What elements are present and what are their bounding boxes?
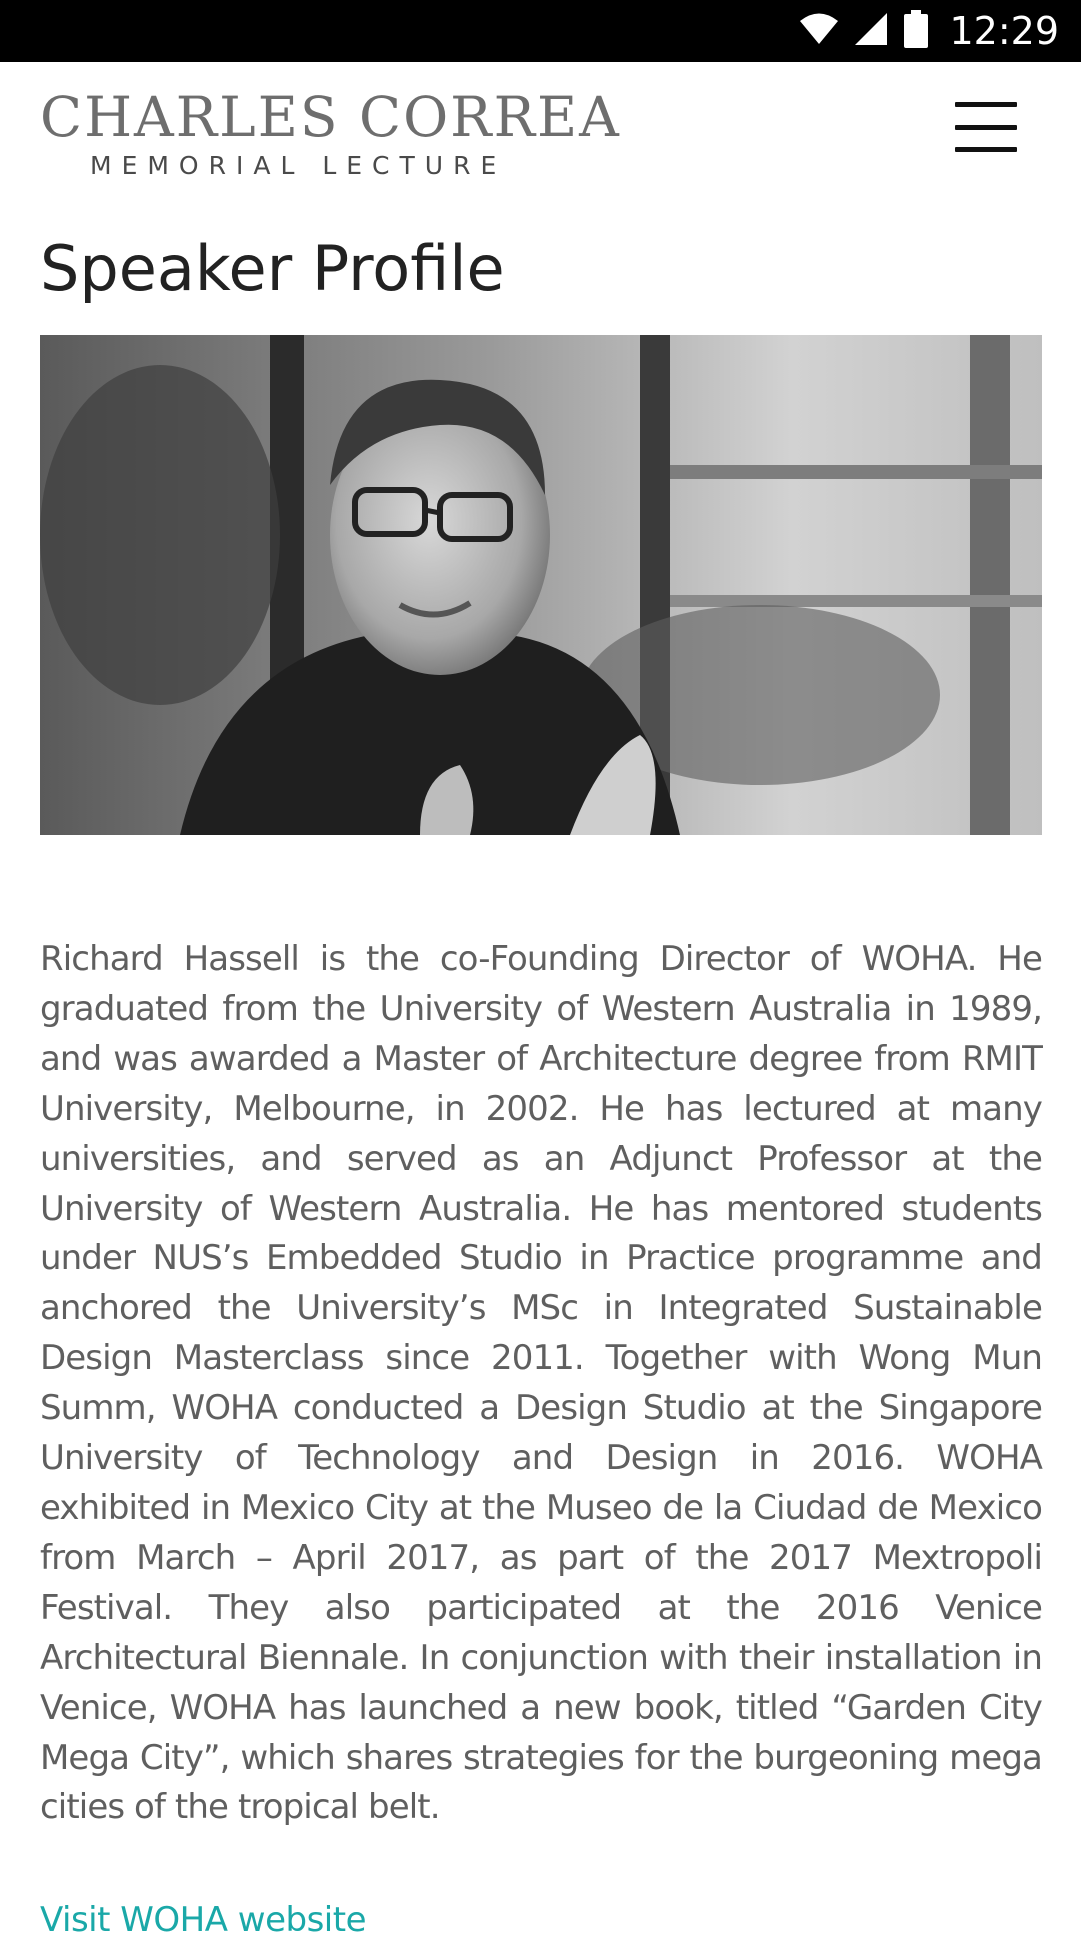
visit-website-link[interactable]: Visit WOHA website: [40, 1900, 366, 1940]
status-time: 12:29: [949, 9, 1059, 53]
menu-line: [955, 125, 1017, 130]
speaker-bio: Richard Hassell is the co-Founding Director of WOHA. He graduated from the University of Western Australia in 1989, and was awarded a Master of Architecture degree from RMIT University, Melbourne, in 2002. He has lectured at many universities, and served as an Adjunct Professor at the University of Western Australia. He has mentored students under NUS’s Embedded Studio in Practice programme and anchored the University’s MSc in Integrated Sustainable Design Masterclass since 2011. Together with Wong Mun Summ, WOHA conducted a Design Studio at the Singapore University of Technology and Design in 2016. WOHA exhibited in Mexico City at the Museo de la Ciudad de Mexico from March – April 2017, as part of the 2017 Mextropoli Festival. They also participated at the 2016 Venice Architectural Biennale. In conjunction with their installation in Venice, WOHA has launched a new book, titled “Garden City Mega City”, which shares strategies for the burgeoning mega cities of the tropical belt.: [40, 939, 1042, 1828]
speaker-photo: [40, 335, 1042, 835]
menu-line: [955, 102, 1017, 107]
site-logo[interactable]: [40, 85, 621, 180]
cell-signal-icon: [853, 11, 889, 51]
speaker-photo-image: [40, 335, 1042, 835]
wifi-icon: [799, 12, 839, 50]
logo-title: CHARLES CORREA: [40, 85, 621, 149]
site-header: [0, 62, 1081, 197]
page-title: Speaker Profile: [40, 232, 505, 305]
status-bar: [0, 0, 1081, 62]
menu-line: [955, 147, 1017, 152]
hamburger-menu-icon[interactable]: [955, 102, 1017, 152]
battery-icon: [903, 9, 929, 53]
logo-subtitle: MEMORIAL LECTURE: [90, 151, 507, 180]
status-icons: [799, 0, 1059, 62]
